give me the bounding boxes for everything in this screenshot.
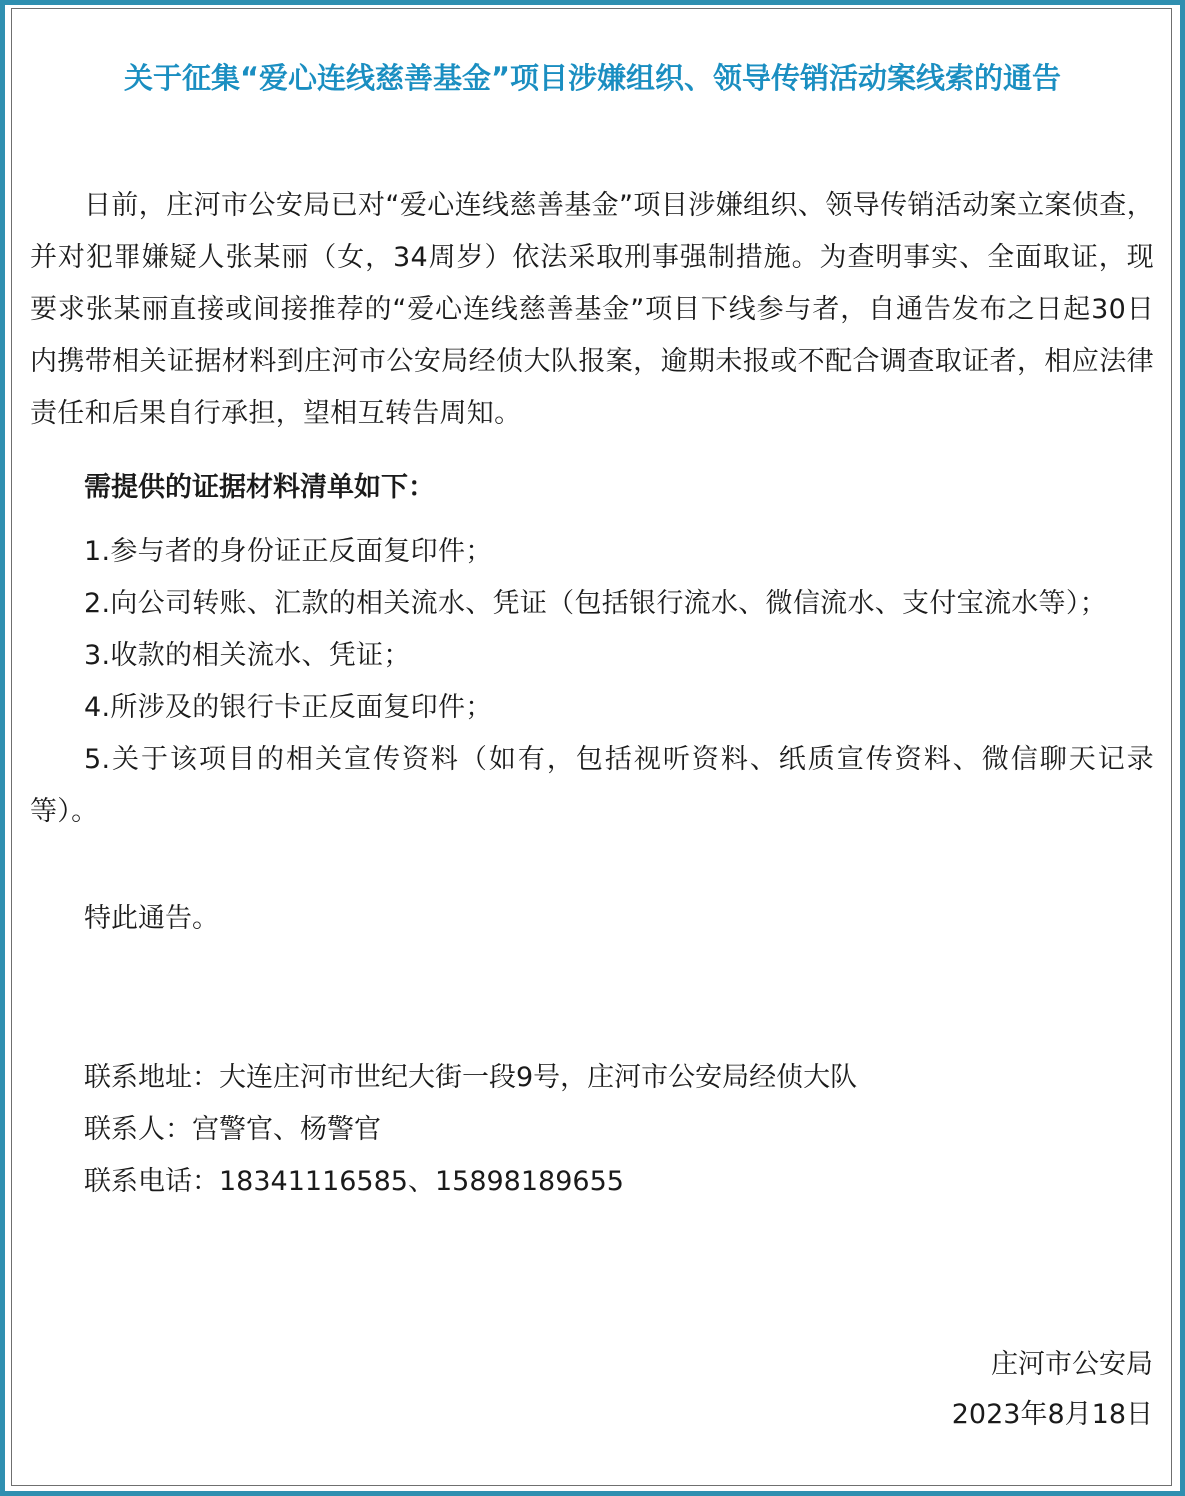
evidence-list-heading: 需提供的证据材料清单如下： bbox=[84, 472, 435, 503]
contact-person: 联系人：宫警官、杨警官 bbox=[84, 1114, 381, 1145]
evidence-item-2: 2.向公司转账、汇款的相关流水、凭证（包括银行流水、微信流水、支付宝流水等）； bbox=[84, 588, 1107, 619]
closing-statement: 特此通告。 bbox=[84, 903, 219, 934]
evidence-item-4: 4.所涉及的银行卡正反面复印件； bbox=[84, 692, 493, 723]
signature-block bbox=[952, 1340, 1153, 1440]
contact-address: 联系地址：大连庄河市世纪大街一段9号，庄河市公安局经侦大队 bbox=[84, 1062, 858, 1093]
issue-date: 2023年8月18日 bbox=[951, 1399, 1153, 1430]
issuer-name: 庄河市公安局 bbox=[991, 1349, 1153, 1380]
notice-title: 关于征集“爱心连线慈善基金”项目涉嫌组织、领导传销活动案线索的通告 bbox=[123, 61, 1062, 95]
evidence-item-1: 1.参与者的身份证正反面复印件； bbox=[84, 536, 493, 567]
evidence-item-3: 3.收款的相关流水、凭证； bbox=[84, 640, 411, 671]
evidence-list bbox=[30, 526, 1154, 838]
contact-phone: 联系电话：18341116585、15898189655 bbox=[84, 1166, 624, 1197]
notice-paragraph-1: 日前，庄河市公安局已对“爱心连线慈善基金”项目涉嫌组织、领导传销活动案立案侦查，并对犯罪嫌疑人张某丽（女，34周岁）依法采取刑事强制措施。为查明事实、全面取证，现要求张某丽直接或间接推荐的“爱心连线慈善基金”项目下线参与者，自通告发布之日起30日内携带相关证据材料到庄河市公安局经侦大队报案，逾期未报或不配合调查取证者，相应法律责任和后果自行承担，望相互转告周知。 bbox=[30, 190, 1154, 429]
contact-block bbox=[84, 1052, 857, 1208]
evidence-item-5: 5.关于该项目的相关宣传资料（如有，包括视听资料、纸质宣传资料、微信聊天记录等）。 bbox=[30, 744, 1154, 827]
